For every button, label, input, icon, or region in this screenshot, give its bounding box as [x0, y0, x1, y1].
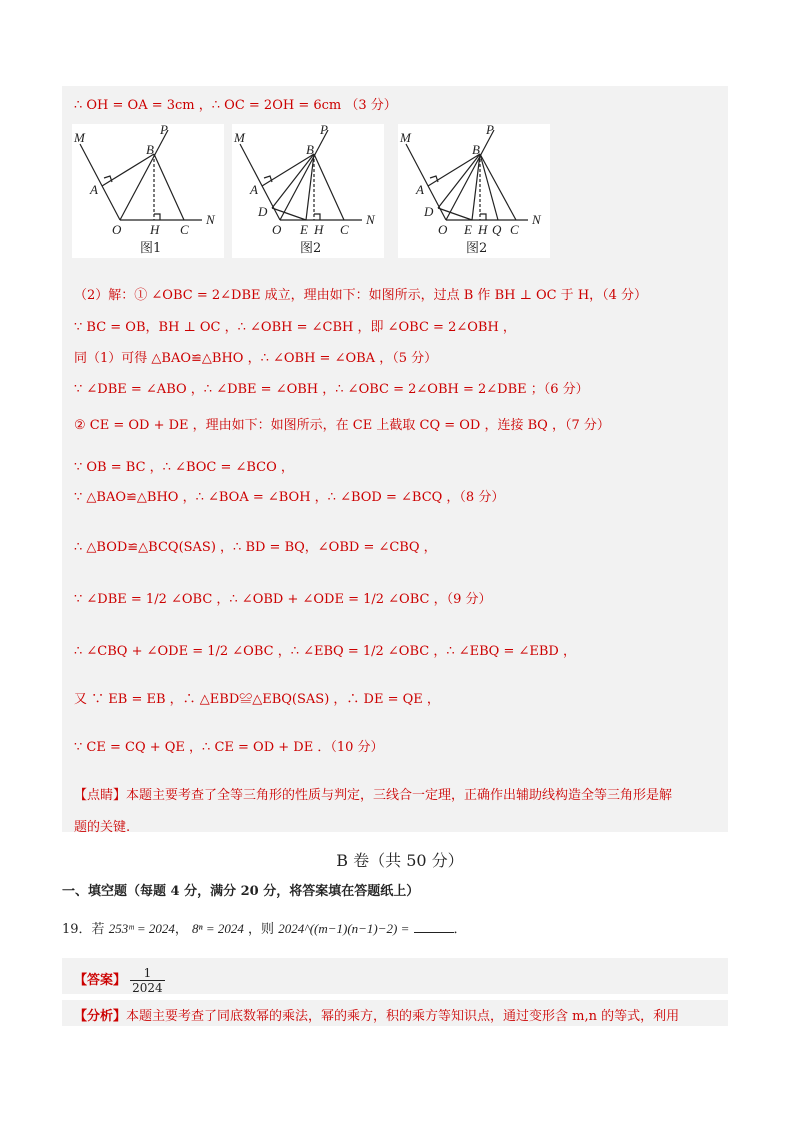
question-heading: 一、填空题（每题 4 分，满分 20 分，将答案填在答题纸上）	[62, 884, 420, 899]
answer-blank[interactable]	[414, 920, 454, 933]
fig1-label: H	[150, 222, 160, 237]
solution-line: ∵ ∠DBE = 1/2 ∠OBC ，∴ ∠OBD + ∠ODE = 1/2 ∠OBC ，（9 分）	[74, 592, 492, 607]
fig2-label: B	[306, 142, 314, 157]
figure-2-diagram	[232, 124, 384, 258]
fig1-label: M	[74, 130, 85, 145]
figure-2	[232, 124, 384, 258]
fig3-label: D	[424, 204, 434, 219]
solution-line: ∵ OB = BC ，∴ ∠BOC = ∠BCO ，	[74, 460, 294, 475]
fig3-label: N	[532, 212, 541, 227]
answer-denominator: 2024	[132, 981, 163, 995]
fig2-label: H	[314, 222, 324, 237]
question-19: 19．若 253ᵐ = 2024， 8ⁿ = 2024 ，则 2024^((m−1)(n−1)−2) = ．	[62, 921, 467, 937]
fig3-label: P	[486, 124, 494, 137]
answer-numerator: 1	[130, 966, 165, 981]
solution-line: ∴ OH = OA = 3cm ，∴ OC = 2OH = 6cm （3 分）	[74, 98, 397, 113]
fig1-label: A	[90, 182, 98, 197]
fig2-label: E	[300, 222, 308, 237]
solution-line: ∵ ∠DBE = ∠ABO ，∴ ∠DBE = ∠OBH ，∴ ∠OBC = 2∠OBH = 2∠DBE ；（6 分）	[74, 382, 589, 397]
q19-expr1: 253ᵐ = 2024	[108, 921, 175, 936]
fig3-label: C	[510, 222, 519, 237]
fig2-label: D	[258, 204, 268, 219]
solution-line: 【点睛】本题主要考查了全等三角形的性质与判定，三线合一定理，正确作出辅助线构造全等三角形是解	[74, 788, 673, 803]
section-title: B 卷（共 50 分）	[336, 851, 464, 870]
fig1-label: B	[146, 142, 154, 157]
fig2-label: C	[340, 222, 349, 237]
fig3-label: H	[478, 222, 488, 237]
fig1-label: P	[160, 124, 168, 137]
fig3-caption: 图2	[466, 241, 488, 256]
answer-fraction	[130, 966, 165, 995]
solution-line: 又 ∵ EB = EB ，∴ △EBD≌△EBQ(SAS) ，∴ DE = QE ，	[74, 692, 440, 707]
q19-expr3: 2024^((m−1)(n−1)−2) =	[278, 921, 410, 936]
fig2-label: A	[250, 182, 258, 197]
solution-line: ∴ ∠CBQ + ∠ODE = 1/2 ∠OBC ，∴ ∠EBQ = 1/2 ∠OBC ，∴ ∠EBQ = ∠EBD ，	[74, 644, 576, 659]
solution-line: ∵ CE = CQ + QE ，∴ CE = OD + DE ．（10 分）	[74, 740, 384, 755]
q19-end: ．	[453, 922, 467, 937]
solution-line: ∴ △BOD≌△BCQ(SAS) ，∴ BD = BQ，∠OBD = ∠CBQ ，	[74, 540, 437, 555]
fig1-label: N	[206, 212, 215, 227]
analysis-tag: 【分析】	[74, 1009, 127, 1024]
answer-block	[62, 958, 728, 994]
solution-line: ② CE = OD + DE ，理由如下：如图所示，在 CE 上截取 CQ = OD ，连接 BQ ，（7 分）	[74, 418, 610, 433]
fig1-label: O	[112, 222, 122, 237]
solution-line: 同（1）可得 △BAO≌△BHO ，∴ ∠OBH = ∠OBA ，（5 分）	[74, 351, 438, 366]
fig3-label: B	[472, 142, 480, 157]
solution-line: ∵ BC = OB，BH ⊥ OC ，∴ ∠OBH = ∠CBH ，即 ∠OBC = 2∠OBH ，	[74, 320, 516, 335]
fig3-label: M	[400, 130, 411, 145]
fig3-label: O	[438, 222, 448, 237]
solution-line: ∵ △BAO≌△BHO ，∴ ∠BOA = ∠BOH ，∴ ∠BOD = ∠BCQ ，（8 分）	[74, 490, 505, 505]
fig2-label: M	[234, 130, 245, 145]
solution-line: （2）解：① ∠OBC = 2∠DBE 成立，理由如下：如图所示，过点 B 作 BH ⊥ OC 于 H，（4 分）	[74, 288, 648, 303]
figures-row	[72, 124, 552, 258]
figure-1	[72, 124, 224, 258]
fig1-caption: 图1	[140, 241, 162, 256]
analysis-text: 本题主要考查了同底数幂的乘法，幂的乘方，积的乘方等知识点，通过变形含 m,n 的等式，利用	[126, 1009, 680, 1024]
figure-3-diagram	[398, 124, 550, 258]
solution-line: 题的关键.	[74, 820, 131, 835]
q19-then: ，则	[248, 922, 275, 937]
figure-3	[398, 124, 550, 258]
fig2-label: O	[272, 222, 282, 237]
fig2-label: P	[320, 124, 328, 137]
figure-1-diagram	[72, 124, 224, 258]
fig3-label: E	[464, 222, 472, 237]
fig3-label: Q	[492, 222, 502, 237]
fig2-label: N	[366, 212, 375, 227]
answer-tag: 【答案】	[74, 973, 127, 988]
analysis-block	[62, 1000, 728, 1026]
q19-prefix: 19．若	[62, 922, 105, 937]
fig2-caption: 图2	[300, 241, 322, 256]
fig1-label: C	[180, 222, 189, 237]
fig3-label: A	[416, 182, 424, 197]
q19-expr2: 8ⁿ = 2024	[192, 921, 244, 936]
